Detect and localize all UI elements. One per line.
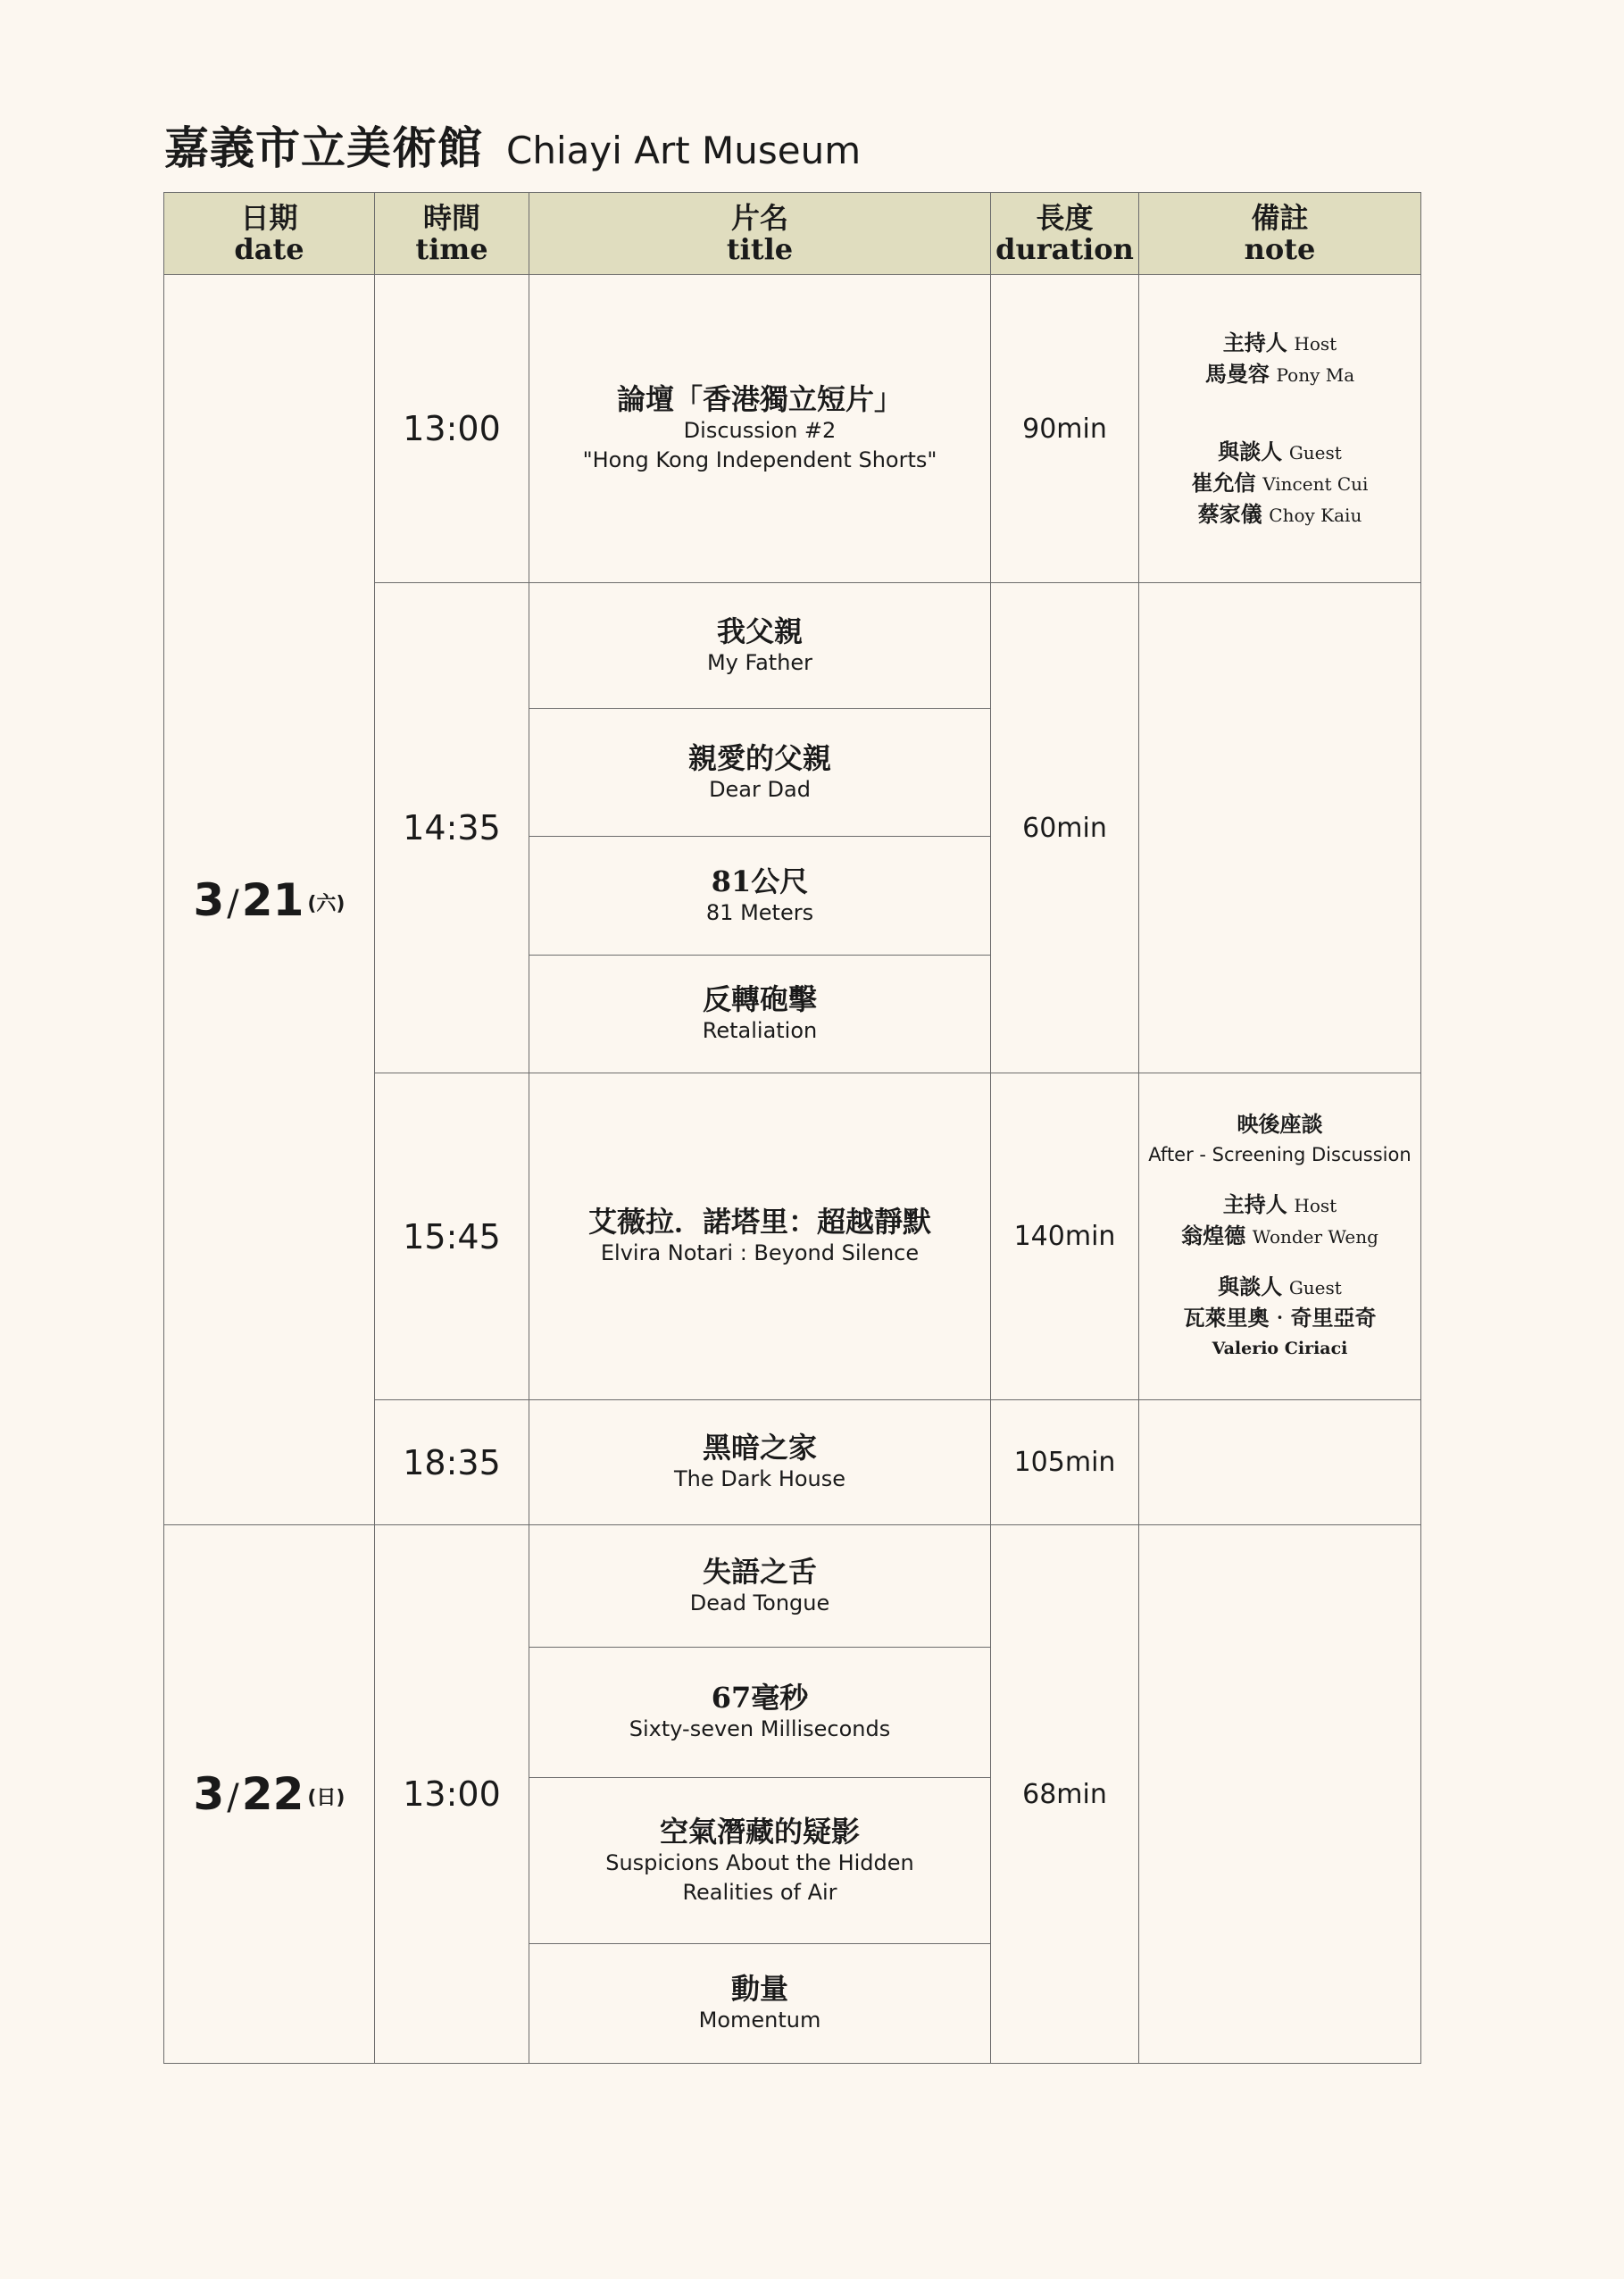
film-title-zh: 81公尺: [711, 864, 809, 898]
table-row: [164, 1525, 1421, 1648]
note-title-en: After - Screening Discussion: [1148, 1144, 1412, 1165]
film-cell: [529, 583, 991, 709]
column-header-title: 片名 title: [529, 193, 991, 275]
film-title-en: Retaliation: [702, 1018, 818, 1043]
duration-cell: 68min: [991, 1525, 1139, 2064]
film-title-zh: 動量: [730, 1972, 788, 2006]
schedule-table: [163, 192, 1421, 2064]
film-title-zh: 我父親: [716, 614, 803, 648]
film-cell: [529, 709, 991, 837]
film-cell: [529, 1525, 991, 1648]
table-row: [164, 275, 1421, 583]
date-value: 3/22: [193, 1768, 304, 1820]
film-title-en: The Dark House: [673, 1466, 846, 1491]
film-title-zh: 67毫秒: [711, 1681, 809, 1715]
guest-name-en: Valerio Ciriaci: [1212, 1339, 1348, 1358]
film-title-zh: 失語之舌: [702, 1554, 817, 1589]
note-title-zh: 映後座談: [1237, 1111, 1323, 1137]
film-cell: [529, 275, 991, 583]
film-title-en: Suspicions About the Hidden: [605, 1849, 914, 1875]
film-cell: [529, 956, 991, 1073]
host-label: 主持人 Host: [1222, 1191, 1337, 1217]
film-cell: [529, 1778, 991, 1944]
film-title-en-line2: "Hong Kong Independent Shorts": [582, 447, 937, 472]
film-cell: [529, 1400, 991, 1525]
date-cell: [164, 1525, 375, 2064]
duration-cell: 60min: [991, 583, 1139, 1073]
duration-cell: 140min: [991, 1073, 1139, 1400]
column-header-note: 備註 note: [1139, 193, 1421, 275]
guest-name: 蔡家儀 Choy Kaiu: [1197, 500, 1362, 527]
film-title-en: Elvira Notari : Beyond Silence: [600, 1240, 920, 1265]
time-cell: 13:00: [375, 1525, 529, 2064]
column-header-duration: 長度 duration: [991, 193, 1139, 275]
note-cell-empty: [1139, 1525, 1421, 2064]
time-cell: 15:45: [375, 1073, 529, 1400]
host-name: 翁煌德 Wonder Weng: [1181, 1223, 1378, 1248]
note-cell: [1139, 275, 1421, 583]
film-title-zh: 親愛的父親: [687, 740, 831, 775]
date-value: 3/21: [193, 873, 304, 926]
film-cell: [529, 1648, 991, 1778]
duration-cell: 90min: [991, 275, 1139, 583]
guest-name: 崔允信 Vincent Cui: [1191, 469, 1369, 496]
guest-label: 與談人 Guest: [1218, 438, 1342, 464]
note-cell: [1139, 1073, 1421, 1400]
film-title-en: Dear Dad: [709, 776, 811, 802]
film-cell: [529, 1073, 991, 1400]
host-label: 主持人 Host: [1222, 329, 1337, 355]
note-cell-empty: [1139, 1400, 1421, 1525]
film-title-zh: 艾薇拉．諾塔里：超越靜默: [587, 1205, 931, 1239]
film-cell: [529, 1944, 991, 2064]
time-cell: 14:35: [375, 583, 529, 1073]
header-row: [164, 193, 1421, 275]
film-title-en: Discussion #2: [683, 418, 837, 443]
film-title-en-line2: Realities of Air: [682, 1879, 837, 1905]
museum-title-en: Chiayi Art Museum: [506, 129, 862, 172]
film-title-zh: 反轉砲擊: [702, 982, 817, 1016]
film-title-zh: 空氣潛藏的疑影: [659, 1814, 860, 1849]
time-cell: 18:35: [375, 1400, 529, 1525]
guest-name-zh: 瓦萊里奧‧奇里亞奇: [1183, 1305, 1377, 1331]
time-cell: 13:00: [375, 275, 529, 583]
film-title-en: Dead Tongue: [689, 1590, 830, 1615]
column-header-date: 日期 date: [164, 193, 375, 275]
page-header: [164, 113, 861, 177]
column-header-time: 時間 time: [375, 193, 529, 275]
museum-title-zh: 嘉義市立美術館: [164, 121, 483, 174]
film-title-en: Sixty-seven Milliseconds: [629, 1716, 891, 1741]
film-title-en: Momentum: [698, 2008, 821, 2033]
host-name: 馬曼容 Pony Ma: [1204, 360, 1355, 387]
date-cell: [164, 275, 375, 1525]
film-title-en: My Father: [706, 649, 813, 675]
film-cell: [529, 837, 991, 956]
weekday-label: (日): [307, 1787, 346, 1809]
weekday-label: (六): [307, 892, 346, 915]
film-title-en: 81 Meters: [705, 899, 814, 925]
film-title-zh: 論壇「香港獨立短片」: [616, 382, 903, 416]
film-title-zh: 黑暗之家: [702, 1431, 817, 1465]
guest-label: 與談人 Guest: [1218, 1273, 1342, 1299]
duration-cell: 105min: [991, 1400, 1139, 1525]
note-cell-empty: [1139, 583, 1421, 1073]
